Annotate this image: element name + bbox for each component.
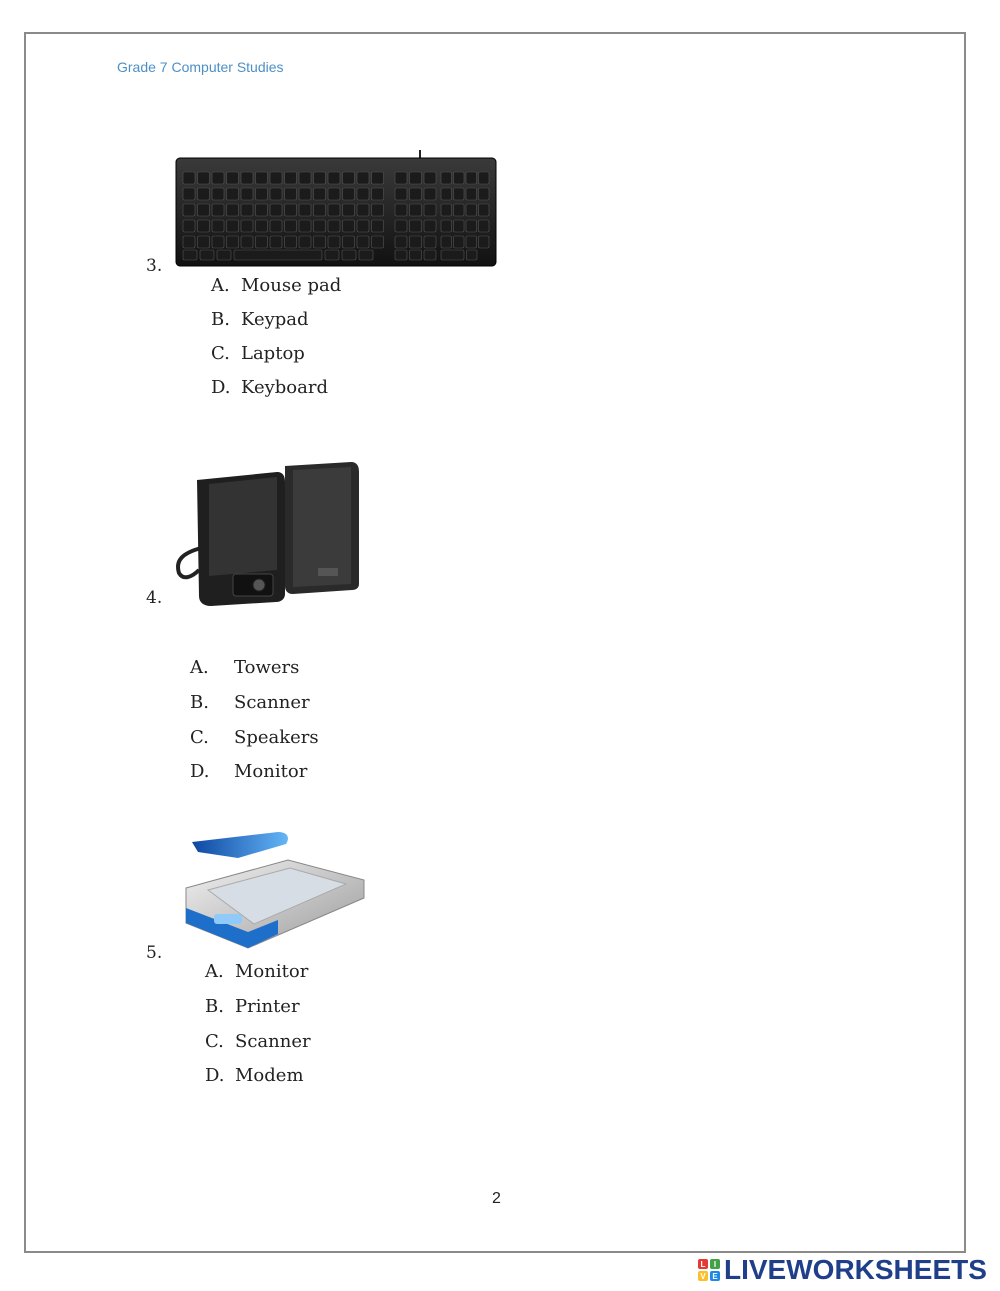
option-letter: B.	[190, 692, 209, 713]
option-text: Printer	[235, 996, 300, 1017]
option-letter: A.	[205, 961, 224, 982]
option-text: Mouse pad	[241, 275, 342, 296]
option-d[interactable]	[190, 761, 307, 782]
logo-letter-i: I	[710, 1259, 720, 1269]
option-letter: B.	[211, 309, 230, 330]
option-a[interactable]	[205, 961, 308, 982]
question-number: 5.	[146, 943, 163, 963]
document-header: Grade 7 Computer Studies	[117, 59, 284, 75]
option-text: Keyboard	[241, 377, 329, 398]
option-text: Modem	[235, 1065, 304, 1086]
question-number: 3.	[146, 256, 163, 276]
logo-mark-icon	[698, 1259, 720, 1281]
option-letter: A.	[190, 657, 209, 678]
liveworksheets-logo[interactable]	[698, 1256, 987, 1284]
option-text: Keypad	[241, 309, 309, 330]
logo-letter-v: V	[698, 1271, 708, 1281]
option-d[interactable]	[205, 1065, 304, 1086]
option-b[interactable]	[190, 692, 310, 713]
keyboard-image	[173, 150, 499, 270]
option-letter: D.	[211, 377, 231, 398]
option-letter: C.	[190, 727, 209, 748]
speakers-image	[173, 458, 363, 608]
option-b[interactable]	[205, 996, 300, 1017]
option-text: Laptop	[241, 343, 305, 364]
option-a[interactable]	[211, 275, 341, 296]
option-c[interactable]	[205, 1031, 311, 1052]
option-letter: A.	[211, 275, 230, 296]
option-b[interactable]	[211, 309, 309, 330]
option-letter: B.	[205, 996, 224, 1017]
option-text: Monitor	[235, 961, 309, 982]
option-letter: D.	[190, 761, 210, 782]
option-text: Speakers	[234, 727, 319, 748]
option-a[interactable]	[190, 657, 299, 678]
logo-letter-l: L	[698, 1259, 708, 1269]
option-c[interactable]	[211, 343, 305, 364]
page-number: 2	[492, 1190, 501, 1207]
scanner-image	[178, 828, 368, 956]
option-text: Scanner	[235, 1031, 311, 1052]
option-c[interactable]	[190, 727, 319, 748]
option-letter: C.	[211, 343, 230, 364]
option-letter: D.	[205, 1065, 225, 1086]
option-letter: C.	[205, 1031, 224, 1052]
logo-letter-e: E	[710, 1271, 720, 1281]
option-text: Towers	[234, 657, 300, 678]
option-text: Scanner	[234, 692, 310, 713]
question-number: 4.	[146, 588, 163, 608]
logo-text: LIVEWORKSHEETS	[724, 1254, 987, 1285]
option-text: Monitor	[234, 761, 308, 782]
option-d[interactable]	[211, 377, 328, 398]
